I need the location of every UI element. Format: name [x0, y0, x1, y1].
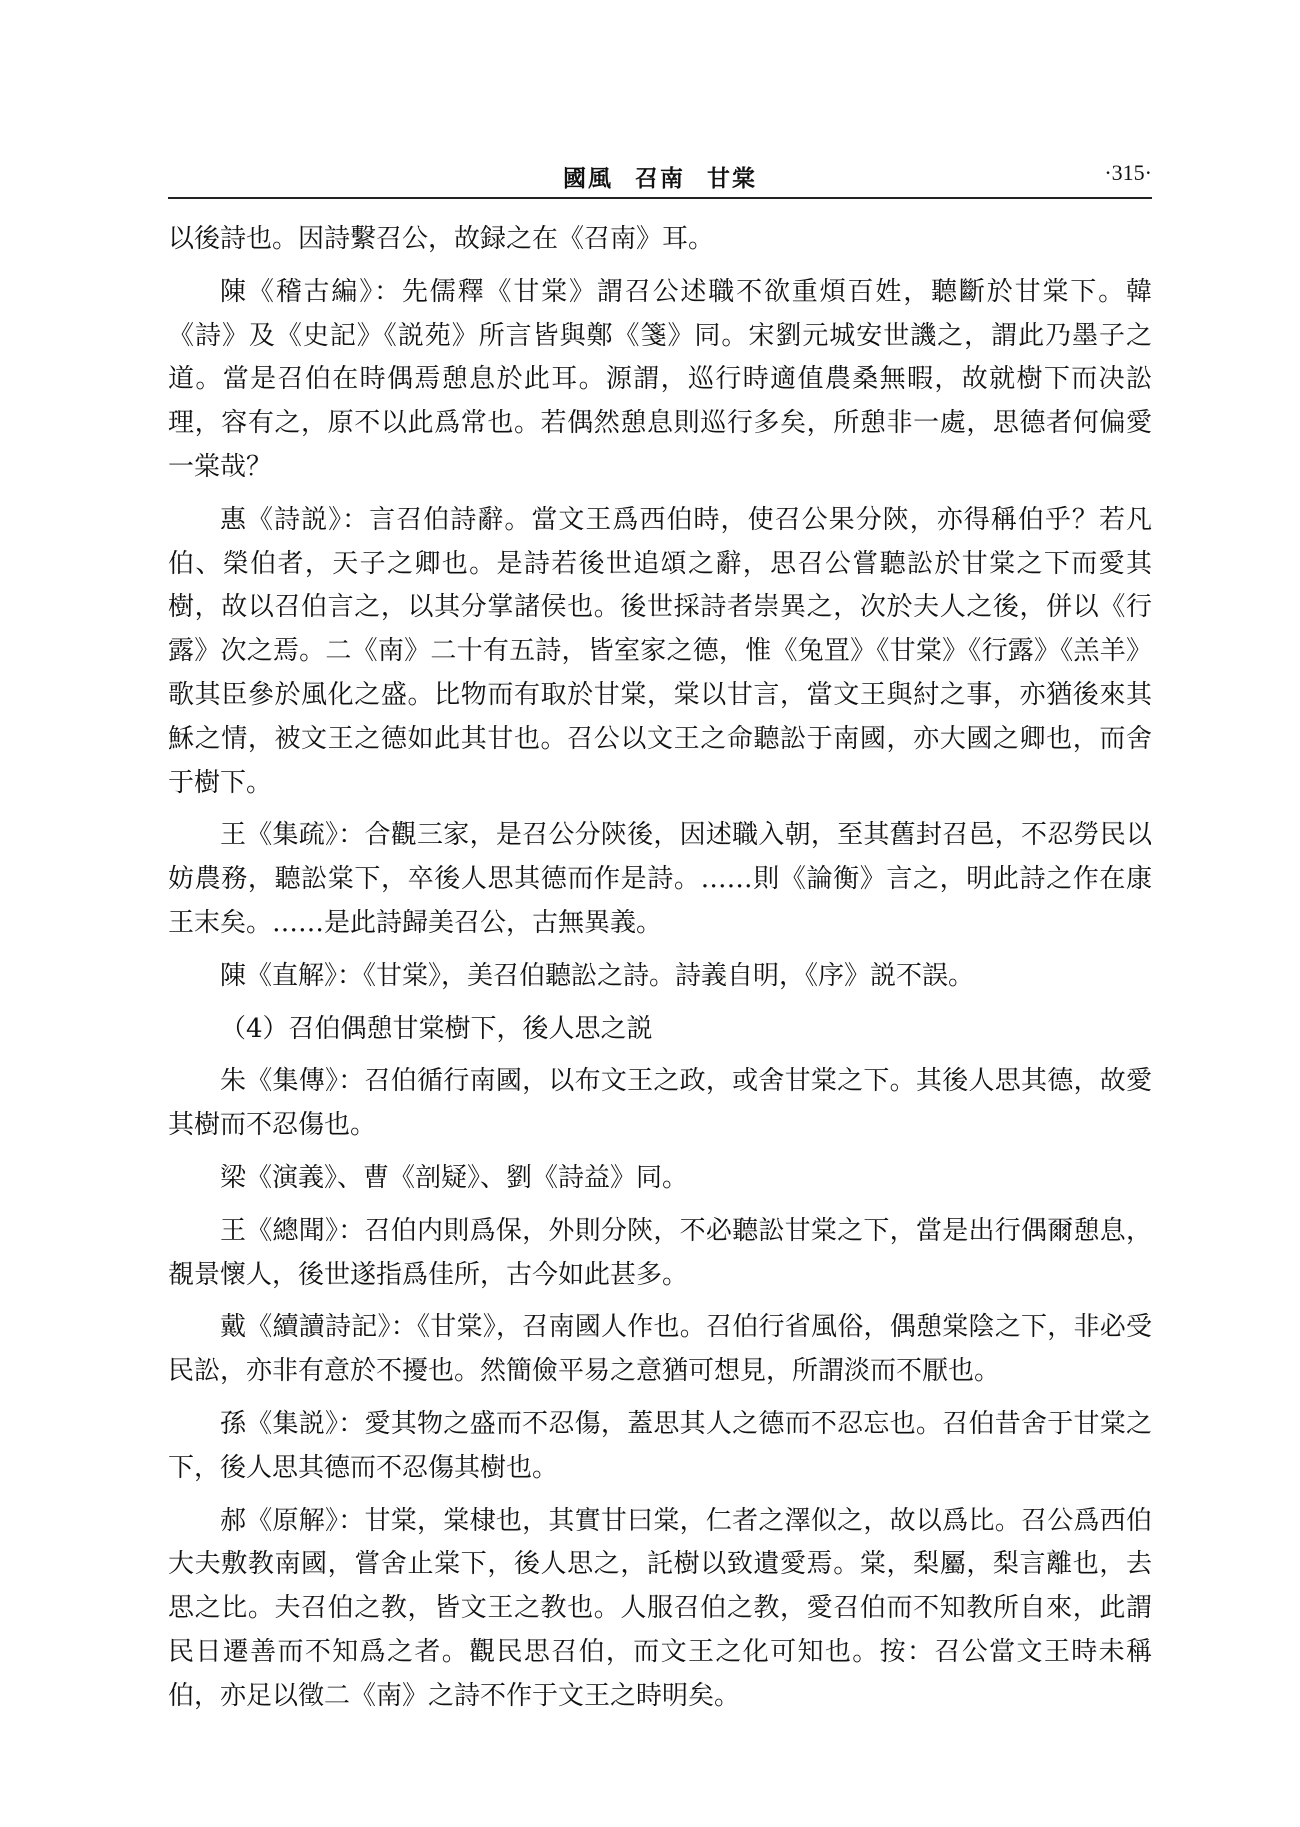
body-text — [168, 218, 1152, 1728]
header-poem: 甘棠 — [707, 165, 757, 192]
paragraph: 孫《集説》：愛其物之盛而不忍傷，蓋思其人之德而不忍忘也。召伯昔舍于甘棠之下，後人思其德而不忍傷其樹也。 — [168, 1408, 1152, 1483]
paragraph: 朱《集傳》：召伯循行南國，以布文王之政，或舍甘棠之下。其後人思其德，故愛其樹而不忍傷也。 — [168, 1066, 1152, 1141]
paragraph: 陳《稽古編》：先儒釋《甘棠》謂召公述職不欲重煩百姓，聽斷於甘棠下。韓《詩》及《史記》《説苑》所言皆與鄭《箋》同。宋劉元城安世譏之，謂此乃墨子之道。當是召伯在時偶焉憩息於此耳。源謂，巡行時適值農桑無暇，故就樹下而决訟理，容有之，原不以此爲常也。若偶然憩息則巡行多矣，所憩非一處，思德者何偏愛一棠哉？ — [168, 276, 1152, 482]
paragraph: 王《集疏》：合觀三家，是召公分陝後，因述職入朝，至其舊封召邑，不忍勞民以妨農務，聽訟棠下，卒後人思其德而作是詩。……則《論衡》言之，明此詩之作在康王末矣。……是此詩歸美召公，古無異義。 — [168, 820, 1152, 938]
header-section: 國風 — [563, 165, 613, 192]
paragraph: 王《總聞》：召伯内則爲保，外則分陝，不必聽訟甘棠之下，當是出行偶爾憩息，覩景懷人，後世遂指爲佳所，古今如此甚多。 — [168, 1215, 1152, 1290]
paragraph: 郝《原解》：甘棠，棠棣也，其實甘曰棠，仁者之澤似之，故以爲比。召公爲西伯大夫敷教南國，嘗舍止棠下，後人思之，託樹以致遺愛焉。棠，梨屬，梨言離也，去思之比。夫召伯之教，皆文王之教也。人服召伯之教，愛召伯而不知教所自來，此謂民日遷善而不知爲之者。觀民思召伯，而文王之化可知也。按：召公當文王時未稱伯，亦足以徵二《南》之詩不作于文王之時明矣。 — [168, 1505, 1152, 1711]
header-subsection: 召南 — [635, 165, 685, 192]
paragraph: （4）召伯偶憩甘棠樹下，後人思之説 — [220, 1013, 653, 1044]
paragraph: 惠《詩説》：言召伯詩辭。當文王爲西伯時，使召公果分陝，亦得稱伯乎？若凡伯、榮伯者，天子之卿也。是詩若後世追頌之辭，思召公嘗聽訟於甘棠之下而愛其樹，故以召伯言之，以其分掌諸侯也。後世採詩者崇異之，次於夫人之後，併以《行露》次之焉。二《南》二十有五詩，皆室家之德，惟《兔罝》《甘棠》《行露》《羔羊》歌其臣參於風化之盛。比物而有取於甘棠，棠以甘言，當文王與紂之事，亦猶後來其穌之情，被文王之德如此其甘也。召公以文王之命聽訟于南國，亦大國之卿也，而舍于樹下。 — [168, 504, 1152, 798]
paragraph: 陳《直解》：《甘棠》，美召伯聽訟之詩。詩義自明，《序》説不誤。 — [220, 960, 975, 991]
paragraph: 以後詩也。因詩繫召公，故録之在《召南》耳。 — [168, 224, 715, 254]
header-rule — [168, 197, 1152, 199]
paragraph: 戴《續讀詩記》：《甘棠》，召南國人作也。召伯行省風俗，偶憩棠陰之下，非必受民訟，亦非有意於不擾也。然簡儉平易之意猶可想見，所謂淡而不厭也。 — [168, 1312, 1152, 1387]
page-number: ·315· — [1104, 160, 1152, 185]
running-header — [168, 160, 1152, 196]
header-title — [168, 160, 1152, 193]
paragraph: 梁《演義》、曹《剖疑》、劉《詩益》同。 — [220, 1162, 689, 1193]
